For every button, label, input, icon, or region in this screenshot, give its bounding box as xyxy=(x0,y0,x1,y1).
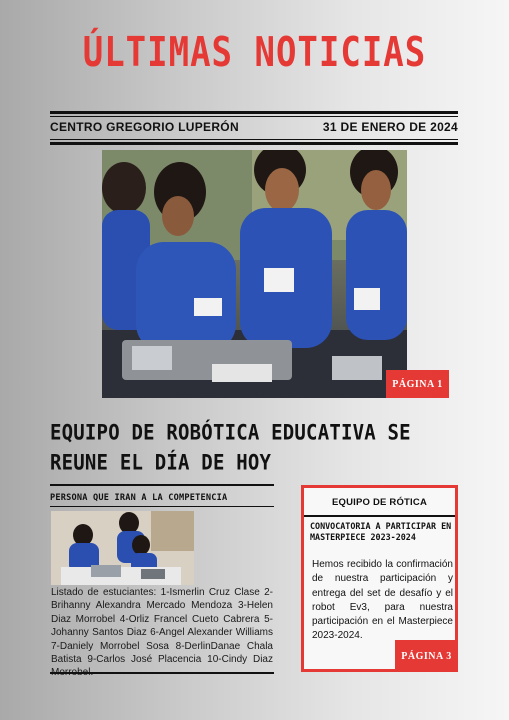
sidebar-box-body: Hemos recibido la confirmación de nuestra participación y entrega del set de desafío y el robot Ev3, para nuestra participación en el Masterpiece 2023-2024. xyxy=(312,559,453,642)
sidebar-box-rule xyxy=(304,515,455,517)
students-list: Listado de estuciantes: 1-Ismerlin Cruz Clase 2-Brihanny Alexandra Mercado Mendoza 3-Helen Diaz Morrobel 4-Orliz Francel Cueto Cabrera 5-Johanny Santos Diaz 6-Angel Alexander Williams 7-Daniely Morrobel Sosa 8-DerlinDanae Chala Batista 9-Carlos José Placencia 10-Cindy Diaz xyxy=(51,587,273,666)
top-rule-thick xyxy=(50,111,458,114)
hero-photo xyxy=(102,150,407,398)
dateline-rule-thick xyxy=(50,142,458,145)
page-3-tag: PÁGINA 3 xyxy=(395,640,458,672)
headline xyxy=(50,418,470,478)
subhead-rule xyxy=(50,506,274,507)
left-column-rule-top xyxy=(50,484,274,486)
masthead-title: ÚLTIMAS NOTICIAS xyxy=(82,29,427,77)
headline-line-2: REUNE EL DÍA DE HOY xyxy=(50,450,272,476)
dateline-rule-thin xyxy=(50,139,458,140)
top-rule-thin xyxy=(50,116,458,117)
competition-subhead: PERSONA QUE IRAN A LA COMPETENCIA xyxy=(50,493,228,503)
page-1-tag: PÁGINA 1 xyxy=(386,370,449,398)
dateline xyxy=(50,120,458,134)
issue-date: 31 DE ENERO DE 2024 xyxy=(322,120,458,134)
headline-line-1: EQUIPO DE ROBÓTICA EDUCATIVA SE xyxy=(50,420,411,445)
school-name: CENTRO GREGORIO LUPERÓN xyxy=(50,120,239,134)
sidebar-box-subtitle: CONVOCATORIA A PARTICIPAR EN MASTERPIECE 2023-2024 xyxy=(310,521,452,542)
sidebar-box-title: EQUIPO DE RÓTICA xyxy=(331,497,428,508)
left-column-rule-bottom xyxy=(50,672,274,674)
team-thumbnail-photo xyxy=(51,511,194,585)
